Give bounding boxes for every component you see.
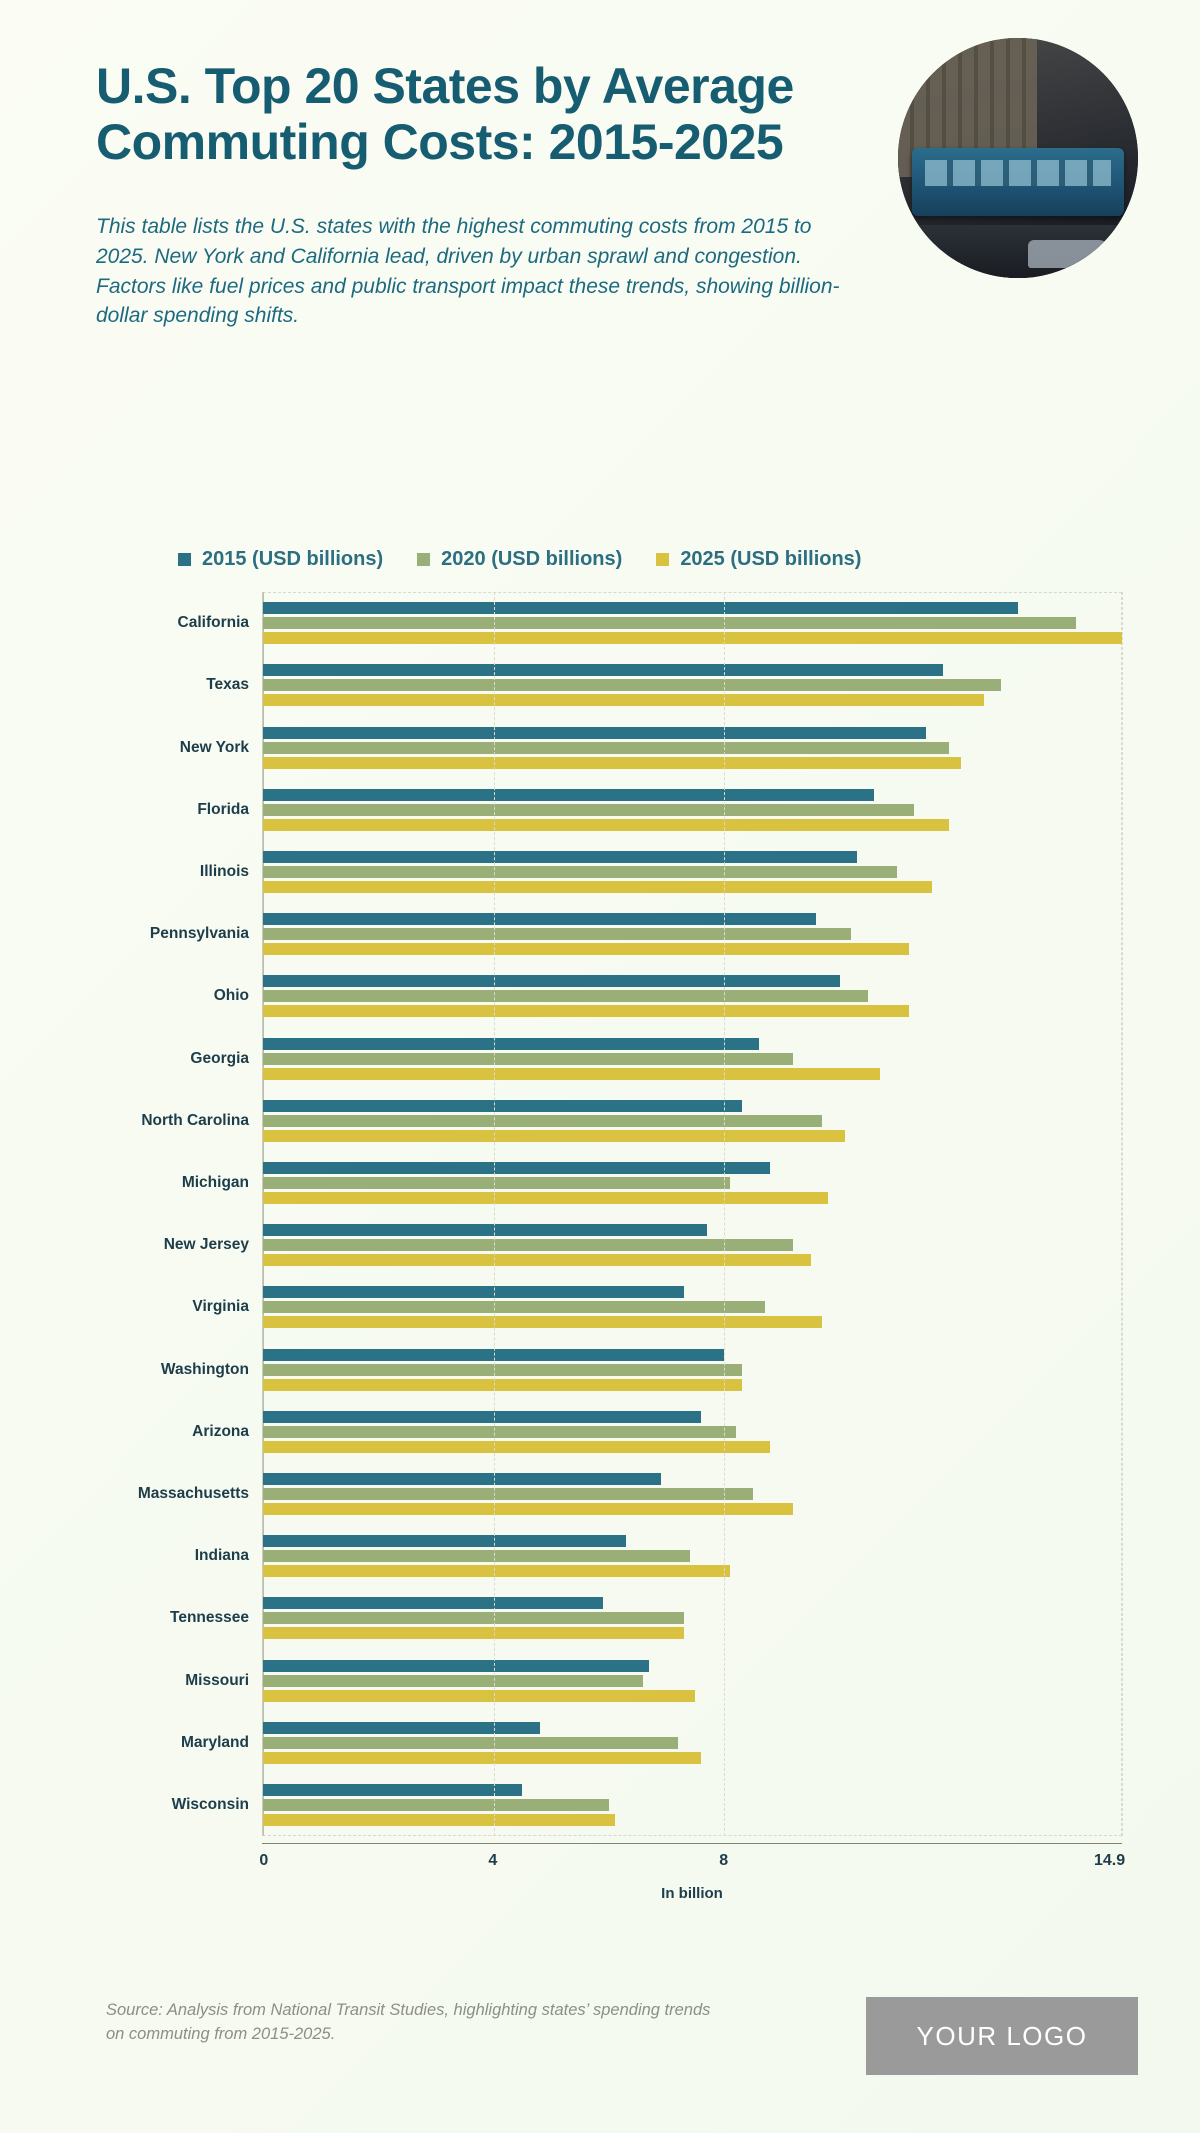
bar-2020	[263, 742, 949, 754]
bar-2015	[263, 1224, 707, 1236]
bar-2015	[263, 664, 943, 676]
bar-2020	[263, 804, 914, 816]
category-label: Massachusetts	[137, 1484, 249, 1502]
bar-row	[185, 1649, 1122, 1711]
photo-backdrop	[898, 38, 1138, 278]
bar-2015	[263, 1038, 759, 1050]
bar-2025	[263, 1379, 742, 1391]
gridline	[724, 592, 726, 1836]
bar-2015	[263, 851, 857, 863]
bar-2015	[263, 1100, 742, 1112]
bar-2020	[263, 1053, 793, 1065]
bar-2025	[263, 1814, 615, 1826]
bar-2025	[263, 632, 1122, 644]
bar-row	[171, 1774, 1122, 1836]
bar-2020	[263, 1426, 736, 1438]
bar-2015	[263, 913, 816, 925]
legend-label: 2025 (USD billions)	[680, 548, 862, 570]
bar-2020	[263, 617, 1076, 629]
bar-row	[160, 1338, 1122, 1400]
bar-2025	[263, 1130, 845, 1142]
page-subtitle: This table lists the U.S. states with the highest commuting costs from 2015 to 2025. New York and California lead, driven by urban sprawl and congestion. Factors like fuel prices and public transport impact these trends, showing billion-dollar spending shifts.	[96, 215, 840, 328]
category-label: Washington	[160, 1360, 249, 1378]
category-label: Texas	[206, 676, 249, 694]
category-label: Arizona	[192, 1422, 249, 1440]
legend-item[interactable]	[656, 548, 861, 571]
bar-row	[213, 965, 1122, 1027]
bar-row	[192, 1401, 1122, 1463]
bar-row	[206, 654, 1122, 716]
bar-2015	[263, 975, 840, 987]
category-label: Ohio	[213, 987, 249, 1005]
category-label: Maryland	[180, 1733, 249, 1751]
category-label: Missouri	[185, 1671, 249, 1689]
gridline	[494, 592, 496, 1836]
bar-2020	[263, 1177, 730, 1189]
legend-label: 2020 (USD billions)	[441, 548, 623, 570]
bar-row	[199, 841, 1122, 903]
bar-2025	[263, 1441, 770, 1453]
commuting-costs-chart	[62, 592, 1126, 1904]
category-label: Florida	[197, 800, 249, 818]
category-label: New York	[179, 738, 249, 756]
source-note: Source: Analysis from National Transit Studies, highlighting states’ spending trends on commuting from 2015-2025.	[106, 2001, 711, 2044]
legend-swatch-icon	[417, 553, 430, 566]
bar-2025	[263, 881, 932, 893]
bar-row	[177, 592, 1122, 654]
legend-item[interactable]	[417, 548, 622, 571]
bar-row	[149, 903, 1122, 965]
bus-windows	[925, 160, 1111, 186]
x-tick-label: 0	[259, 1852, 269, 1869]
bar-2020	[263, 1239, 793, 1251]
bar-2015	[263, 1162, 770, 1174]
category-label: Georgia	[190, 1049, 249, 1067]
bar-2020	[263, 1737, 678, 1749]
bar-2025	[263, 1752, 701, 1764]
category-label: North Carolina	[141, 1111, 249, 1129]
bar-2025	[263, 1316, 822, 1328]
bar-2015	[263, 1660, 649, 1672]
bar-2015	[263, 1286, 684, 1298]
page-title: U.S. Top 20 States by Average Commuting Costs: 2015-2025	[96, 58, 794, 170]
bar-2020	[263, 990, 868, 1002]
bar-2020	[263, 866, 897, 878]
bar-2015	[263, 727, 926, 739]
x-tick-label: 4	[488, 1852, 498, 1869]
legend-item[interactable]	[178, 548, 383, 571]
category-label: Pennsylvania	[149, 925, 249, 943]
bar-2015	[263, 1597, 603, 1609]
bar-2020	[263, 1612, 684, 1624]
x-axis-title: In billion	[661, 1885, 723, 1902]
bus-shape	[912, 148, 1123, 215]
bar-2020	[263, 679, 1001, 691]
bar-2015	[263, 1722, 540, 1734]
bar-row	[180, 1712, 1122, 1774]
bar-row	[192, 1276, 1122, 1338]
category-label: Michigan	[181, 1173, 249, 1191]
bar-row	[141, 1090, 1122, 1152]
bar-row	[179, 716, 1122, 778]
plot-area	[137, 592, 1122, 1836]
bar-2025	[263, 943, 909, 955]
bar-2025	[263, 1690, 695, 1702]
bar-2015	[263, 1535, 626, 1547]
bar-2020	[263, 1115, 822, 1127]
category-label: New Jersey	[163, 1236, 249, 1254]
bar-row	[197, 779, 1122, 841]
bar-2025	[263, 819, 949, 831]
bar-row	[137, 1463, 1122, 1525]
bar-rows	[137, 592, 1122, 1836]
bar-2025	[263, 1254, 811, 1266]
bar-2025	[263, 1503, 793, 1515]
legend-swatch-icon	[178, 553, 191, 566]
legend-swatch-icon	[656, 553, 669, 566]
bar-2020	[263, 1364, 742, 1376]
legend-label: 2015 (USD billions)	[202, 548, 384, 570]
header	[96, 58, 840, 331]
x-tick-label: 8	[719, 1852, 729, 1869]
bar-row	[163, 1214, 1122, 1276]
bar-2025	[263, 1005, 909, 1017]
bar-row	[181, 1152, 1122, 1214]
bar-2020	[263, 1675, 643, 1687]
car-shape	[1028, 240, 1110, 269]
bar-2020	[263, 1550, 690, 1562]
bar-2020	[263, 1799, 609, 1811]
bar-2025	[263, 1565, 730, 1577]
building-right	[1032, 38, 1138, 153]
x-tick-label: 14.9	[1093, 1852, 1126, 1869]
bar-2015	[263, 1473, 661, 1485]
bar-2015	[263, 602, 1018, 614]
logo-placeholder: YOUR LOGO	[866, 1997, 1138, 2075]
bar-2025	[263, 1627, 684, 1639]
bar-row	[190, 1027, 1122, 1089]
category-label: Virginia	[192, 1298, 249, 1316]
category-label: Wisconsin	[171, 1795, 249, 1813]
bar-2025	[263, 694, 984, 706]
bar-2020	[263, 928, 851, 940]
category-label: Indiana	[194, 1547, 249, 1565]
bar-2020	[263, 1488, 753, 1500]
bar-2025	[263, 1068, 880, 1080]
bar-2025	[263, 757, 961, 769]
gridline	[1122, 592, 1124, 1836]
category-label: Illinois	[199, 862, 249, 880]
category-label: California	[177, 614, 249, 632]
bar-row	[194, 1525, 1122, 1587]
chart-legend	[178, 548, 861, 571]
bar-2020	[263, 1301, 765, 1313]
city-bus-photo	[898, 38, 1138, 278]
bar-2015	[263, 1784, 522, 1796]
category-label: Tennessee	[170, 1609, 249, 1627]
bar-row	[170, 1587, 1122, 1649]
bar-2025	[263, 1192, 828, 1204]
bar-2015	[263, 789, 874, 801]
bar-2015	[263, 1411, 701, 1423]
x-axis-line	[262, 1843, 1122, 1844]
